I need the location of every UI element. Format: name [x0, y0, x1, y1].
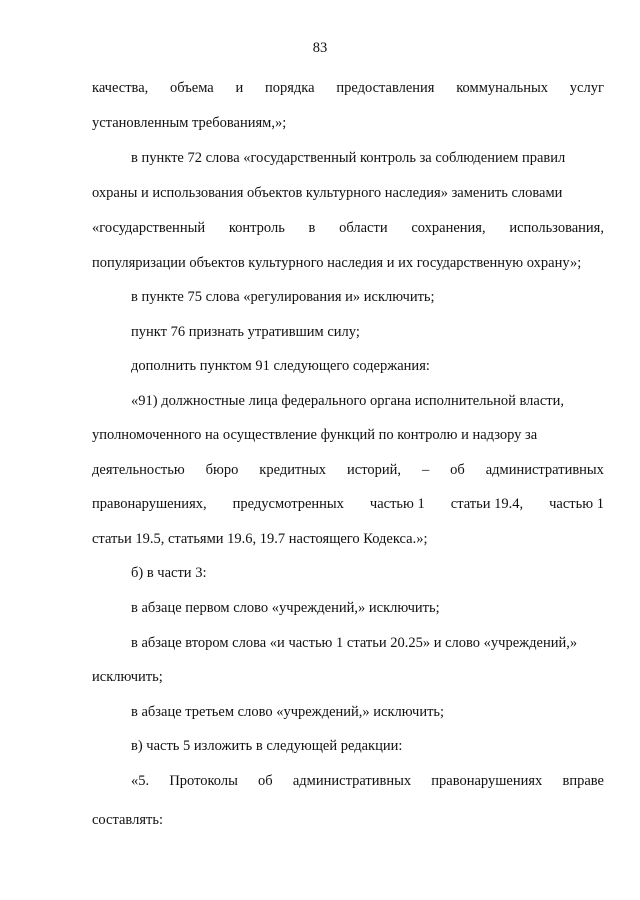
word: объема — [170, 80, 214, 96]
word: контроль — [228, 220, 285, 236]
word: «5. — [131, 773, 150, 789]
word: частью 1 — [549, 496, 604, 512]
word: в — [308, 220, 316, 236]
text-line: составлять: — [92, 812, 163, 828]
word: историй, — [347, 462, 401, 478]
text-line — [92, 80, 604, 97]
text-line: в абзаце третьем слово «учреждений,» исключить; — [131, 704, 445, 720]
text-line: исключить; — [92, 669, 163, 685]
text-line: в пункте 72 слова «государственный контроль за соблюдением правил — [131, 150, 566, 166]
word: деятельностью — [92, 462, 185, 478]
word: услуг — [569, 80, 604, 96]
word: области — [339, 220, 388, 236]
text-line — [92, 462, 604, 479]
word: административных — [292, 773, 412, 789]
word: использования, — [509, 220, 604, 236]
text-line: статьи 19.5, статьями 19.6, 19.7 настоящего Кодекса.»; — [92, 531, 428, 547]
word: правонарушениях — [431, 773, 543, 789]
word: порядка — [265, 80, 315, 96]
word: об — [258, 773, 273, 789]
word: Протоколы — [169, 773, 238, 789]
word: сохранения, — [411, 220, 486, 236]
text-line: уполномоченного на осуществление функций по контролю и надзору за — [92, 427, 538, 443]
text-line: в абзаце втором слова «и частью 1 статьи 20.25» и слово «учреждений,» — [131, 635, 578, 651]
word: коммунальных — [456, 80, 549, 96]
text-line: в абзаце первом слово «учреждений,» исключить; — [131, 600, 440, 616]
word: предусмотренных — [232, 496, 344, 512]
text-line: б) в части 3: — [131, 565, 207, 581]
text-line: в пункте 75 слова «регулирования и» исключить; — [131, 289, 435, 305]
word: об — [450, 462, 465, 478]
word: правонарушениях, — [92, 496, 207, 512]
word: «государственный — [92, 220, 206, 236]
word: административных — [485, 462, 604, 478]
word: частью 1 — [369, 496, 425, 512]
word: качества, — [92, 80, 149, 96]
word: вправе — [562, 773, 604, 789]
text-line — [92, 220, 604, 237]
text-line: пункт 76 признать утратившим силу; — [131, 324, 360, 340]
word: предоставления — [336, 80, 435, 96]
text-line: установленным требованиям,»; — [92, 115, 287, 131]
word: бюро — [205, 462, 239, 478]
text-line: «91) должностные лица федерального органа исполнительной власти, — [131, 393, 564, 409]
page-number: 83 — [312, 40, 328, 56]
word: и — [235, 80, 244, 96]
text-line: дополнить пунктом 91 следующего содержания: — [131, 358, 430, 374]
text-line: охраны и использования объектов культурного наследия» заменить словами — [92, 185, 563, 201]
word: статьи 19.4, — [450, 496, 524, 512]
text-line — [131, 773, 604, 790]
text-line: популяризации объектов культурного наследия и их государственную охрану»; — [92, 255, 582, 271]
word: – — [421, 462, 430, 478]
text-line — [92, 496, 604, 513]
text-line: в) часть 5 изложить в следующей редакции: — [131, 738, 403, 754]
word: кредитных — [259, 462, 327, 478]
